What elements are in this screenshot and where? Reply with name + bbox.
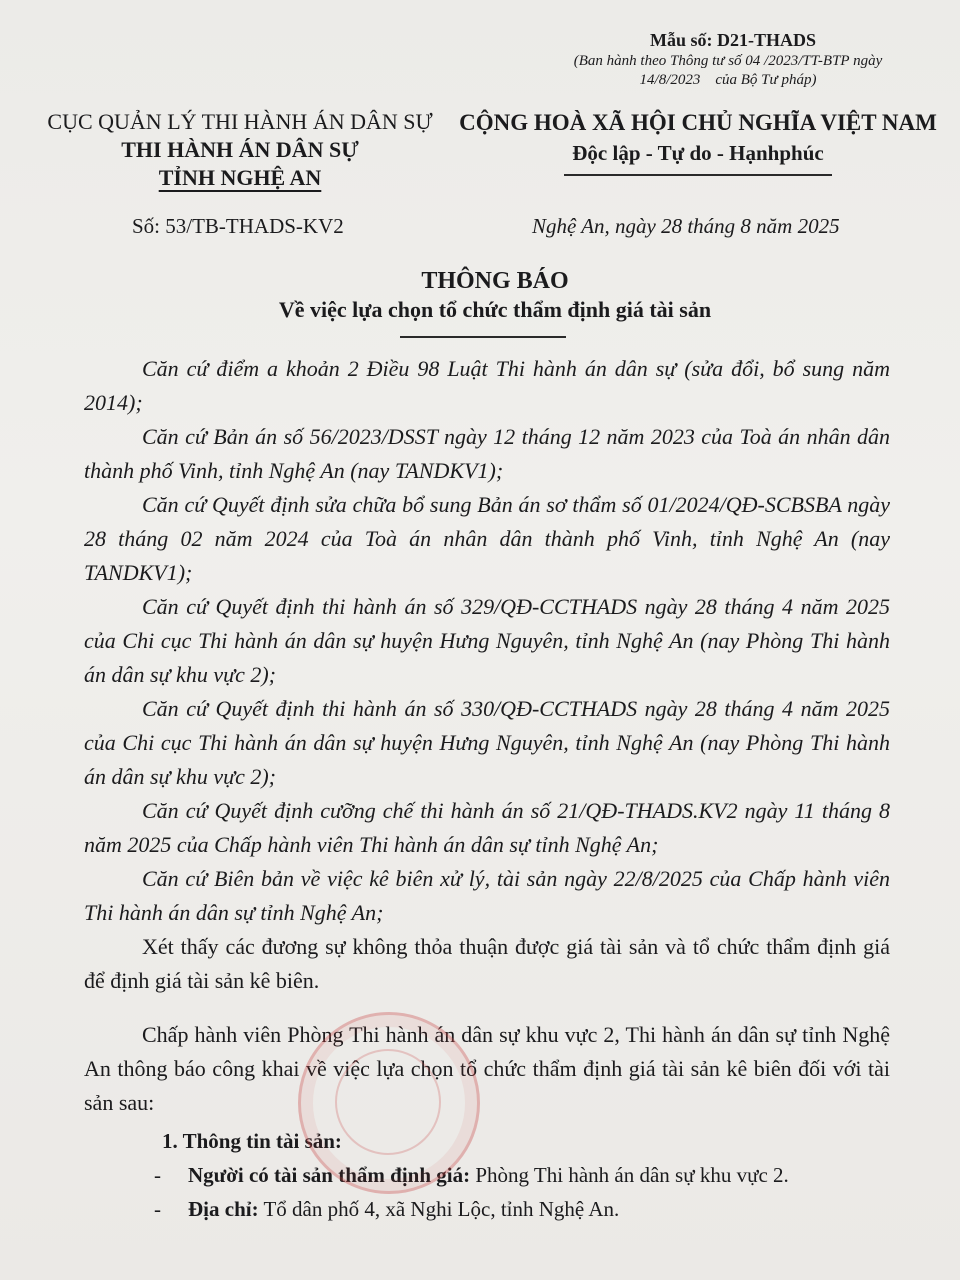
form-code: Mẫu số: D21-THADS bbox=[650, 30, 817, 50]
asset-owner-item bbox=[154, 1158, 890, 1192]
document-body bbox=[84, 352, 890, 1226]
legal-basis-6: Căn cứ Quyết định cưỡng chế thi hành án số 21/QĐ-THADS.KV2 ngày 11 tháng 8 năm 2025 của Chấp hành viên Thi hành án dân sự tỉnh Nghệ An; bbox=[84, 798, 890, 857]
address-item bbox=[154, 1192, 890, 1226]
section-1-heading: 1. Thông tin tài sản: bbox=[162, 1129, 342, 1153]
form-note-line-1: (Ban hành theo Thông tư số 04 /2023/TT-BTP ngày bbox=[573, 53, 883, 69]
motto-underline bbox=[564, 174, 832, 176]
address-label: Địa chỉ: bbox=[188, 1197, 259, 1221]
address-value: Tổ dân phố 4, xã Nghi Lộc, tỉnh Nghệ An. bbox=[258, 1197, 620, 1221]
legal-basis-2: Căn cứ Bản án số 56/2023/DSST ngày 12 tháng 12 năm 2023 của Toà án nhân dân thành phố Vinh, tỉnh Nghệ An (nay TANDKV1); bbox=[84, 424, 890, 483]
document-subtitle: Về việc lựa chọn tổ chức thẩm định giá tài sản bbox=[278, 297, 712, 322]
seal-inner-ring bbox=[335, 1049, 441, 1155]
form-note-line-2: 14/8/2023 của Bộ Tư pháp) bbox=[639, 72, 817, 88]
official-seal-stamp bbox=[298, 1012, 480, 1194]
asset-owner-value: Phòng Thi hành án dân sự khu vực 2. bbox=[470, 1163, 789, 1187]
national-heading bbox=[448, 108, 948, 176]
legal-basis-3: Căn cứ Quyết định sửa chữa bổ sung Bản án sơ thẩm số 01/2024/QĐ-SCBSBA ngày 28 tháng 02 năm 2024 của Toà án nhân dân thành phố Vinh, tỉnh Nghệ An (nay TANDKV1); bbox=[84, 492, 890, 585]
title-underline bbox=[400, 336, 566, 338]
agency-name: THI HÀNH ÁN DÂN SỰ bbox=[121, 137, 359, 162]
place-and-date: Nghệ An, ngày 28 tháng 8 năm 2025 bbox=[532, 214, 840, 238]
agency-parent: CỤC QUẢN LÝ THI HÀNH ÁN DÂN SỰ bbox=[47, 109, 433, 134]
legal-basis-5: Căn cứ Quyết định thi hành án số 330/QĐ-CCTHADS ngày 28 tháng 4 năm 2025 của Chi cục Thi hành án dân sự huyện Hưng Nguyên, tỉnh Nghệ An (nay Phòng Thi hành án dân sự khu vực 2); bbox=[84, 696, 890, 789]
document-number: Số: 53/TB-THADS-KV2 bbox=[132, 214, 344, 238]
nation-motto: Độc lập - Tự do - Hạnhphúc bbox=[572, 141, 824, 165]
asset-owner-label: Người có tài sản thẩm định giá: bbox=[188, 1163, 471, 1187]
agency-province: TỈNH NGHỆ AN bbox=[158, 165, 322, 190]
document-title: THÔNG BÁO bbox=[421, 268, 569, 294]
legal-basis-1: Căn cứ điểm a khoản 2 Điều 98 Luật Thi hành án dân sự (sửa đổi, bổ sung năm 2014); bbox=[84, 356, 890, 415]
consideration-paragraph: Xét thấy các đương sự không thỏa thuận được giá tài sản và tổ chức thẩm định giá để định giá tài sản kê biên. bbox=[84, 934, 890, 993]
dash-bullet: - bbox=[154, 1163, 161, 1187]
issuing-agency bbox=[40, 108, 440, 192]
announcement-paragraph: Chấp hành viên Phòng Thi hành án dân sự khu vực 2, Thi hành án dân sự tỉnh Nghệ An thông báo công khai về việc lựa chọn tổ chức thẩm định giá tài sản kê biên đối với tài sản sau: bbox=[84, 1022, 890, 1115]
nation-title: CỘNG HOÀ XÃ HỘI CHỦ NGHĨA VIỆT NAM bbox=[459, 110, 937, 135]
legal-basis-4: Căn cứ Quyết định thi hành án số 329/QĐ-CCTHADS ngày 28 tháng 4 năm 2025 của Chi cục Thi hành án dân sự huyện Hưng Nguyên, tỉnh Nghệ An (nay Phòng Thi hành án dân sự khu vực 2); bbox=[84, 594, 890, 687]
legal-basis-7: Căn cứ Biên bản về việc kê biên xử lý, tài sản ngày 22/8/2025 của Chấp hành viên Thi hành án dân sự tỉnh Nghệ An; bbox=[84, 866, 890, 925]
form-note bbox=[538, 52, 918, 90]
dash-bullet: - bbox=[154, 1197, 161, 1221]
